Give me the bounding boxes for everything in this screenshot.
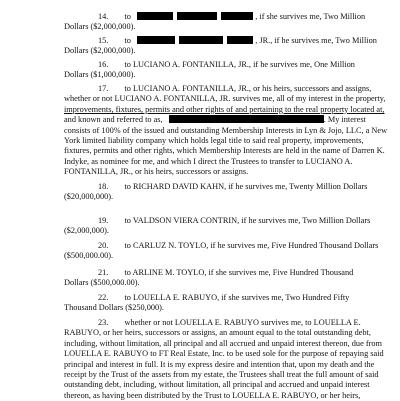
paragraph-23 [64, 318, 384, 401]
paragraph-22 [64, 293, 350, 314]
paragraph-text: RABUYO, or her heirs, successors or assigns, an amount equal to the total outstanding debt, [64, 328, 371, 338]
paragraph-text: Dollars ($2,000,000). [64, 22, 136, 32]
paragraph-text: to CARLUZ N. TOYLO, if he survives me, Five Hundred Thousand Dollars [124, 241, 379, 250]
redaction-block [137, 36, 175, 44]
paragraph-number: 19. [98, 216, 109, 225]
paragraph-text: receipt by the Trust of the assets from my estate, the Trustees shall treat the full amount of said [64, 370, 379, 380]
paragraph-number: 17. [98, 84, 109, 93]
paragraph-text: FONTANILLA, JR., or his heirs, successors or assigns. [64, 167, 249, 177]
paragraph-text: . My interest [323, 115, 366, 125]
paragraph-text: to ARLINE M. TOYLO, if she survives me, Five Hundred Thousand [124, 268, 354, 277]
paragraph-text: including, without limitation, all principal and all accrued and unpaid interest thereon, due from [64, 338, 382, 348]
paragraph-text: York limited liability company which holds legal title to said real property, improvements, [64, 136, 364, 146]
paragraph-text: to LUCIANO A. FONTANILLA, JR., or his heirs, successors and assigns, [124, 84, 372, 93]
paragraph-text: thereon, as having been distributed by the Trust to LOUELLA E. RABUYO, or her heirs, [64, 390, 361, 400]
paragraph-text: outstanding debt, including, without limitation, all principal and accrued and unpaid interest [64, 380, 370, 390]
redaction-block [221, 12, 253, 20]
paragraph-text: Dollars ($1,000,000). [64, 70, 136, 80]
paragraph-text: to [124, 12, 131, 21]
paragraph-19 [64, 216, 371, 237]
paragraph-text: to RICHARD DAVID KAHN, if he survives me, Twenty Million Dollars [124, 182, 368, 191]
paragraph-21 [64, 268, 354, 289]
redaction-block [177, 12, 217, 20]
paragraph-text: to LUCIANO A. FONTANILLA, JR., if he survives me, One Million [124, 60, 355, 69]
paragraph-number: 14. [98, 12, 109, 21]
redaction-block [179, 36, 223, 44]
paragraph-number: 18. [98, 182, 109, 191]
paragraph-text: fixtures, permits and other rights, which Membership Interests are held in the name of Darren K. [64, 146, 385, 156]
paragraph-text: improvements, fixtures, permits and other rights of and pertaining to the real property located at, [64, 104, 385, 114]
paragraph-text: ($500,000.00). [64, 251, 114, 261]
paragraph-text: whether or not LOUELLA E. RABUYO survives me, to LOUELLA E. [124, 318, 361, 327]
paragraph-text: consists of 100% of the issued and outstanding Membership Interests in Lyn & Jojo, LLC, a New [64, 125, 388, 135]
paragraph-text: principal and interest in full. It is my express desire and intention that, upon my death and the [64, 359, 375, 369]
redaction-block [137, 12, 173, 20]
paragraph-text: and known and referred to as, [64, 115, 163, 125]
paragraph-text: , if she survives me, Two Million [255, 12, 366, 21]
paragraph-text: to VALDSON VIERA CONTRIN, if he survives me, Two Million Dollars [124, 216, 371, 225]
paragraph-number: 23. [98, 318, 109, 327]
paragraph-number: 20. [98, 241, 109, 250]
paragraph-20 [64, 241, 379, 262]
paragraph-17 [64, 84, 388, 178]
redaction-block [227, 36, 253, 44]
paragraph-number: 15. [98, 36, 109, 45]
paragraph-number: 22. [98, 293, 109, 302]
paragraph-text: ($2,000,000). [64, 226, 109, 236]
paragraph-text: Thousand Dollars ($250,000). [64, 303, 165, 313]
paragraph-text: LOUELLA E. RABUYO to FT Real Estate, Inc. to be used sole for the purpose of repaying said [64, 349, 384, 359]
paragraph-text: ($20,000,000). [64, 192, 114, 202]
paragraph-text: to [124, 36, 131, 45]
paragraph-text: Dollars ($500,000.00). [64, 278, 140, 288]
paragraph-16 [64, 60, 355, 81]
paragraph-15 [64, 36, 377, 57]
paragraph-number: 21. [98, 268, 109, 277]
redaction-block [169, 115, 324, 123]
paragraph-18 [64, 182, 368, 203]
paragraph-14 [64, 12, 366, 33]
paragraph-text: whether or not LUCIANO A. FONTANILLA, JR. survives me, all of my interest in the property, [64, 94, 386, 104]
paragraph-text: Indyke, as nominee for me, and which I direct the Trustees to transfer to LUCIANO A. [64, 156, 353, 166]
paragraph-text: , JR., if he survives me, Two Million [255, 36, 377, 45]
paragraph-text: to LOUELLA E. RABUYO, if she survives me, Two Hundred Fifty [124, 293, 350, 302]
paragraph-text: Dollars ($2,000,000). [64, 46, 136, 56]
paragraph-number: 16. [98, 60, 109, 69]
